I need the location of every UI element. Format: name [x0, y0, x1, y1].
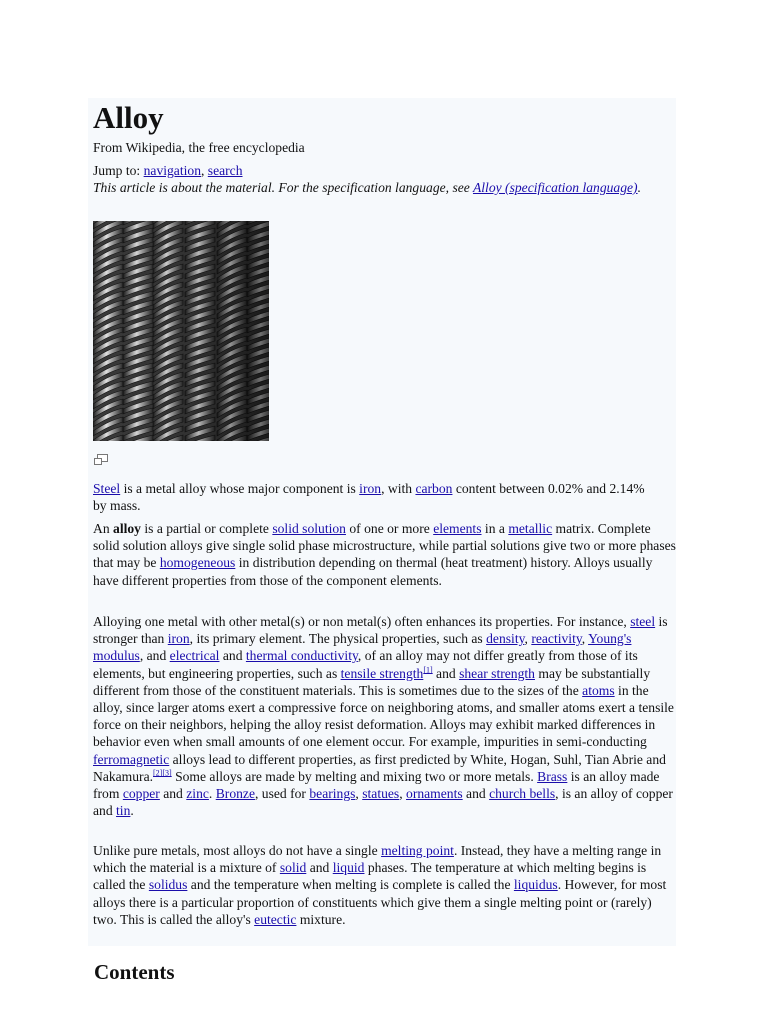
link-reactivity[interactable]: reactivity: [531, 631, 582, 647]
link-steel[interactable]: Steel: [93, 481, 121, 496]
link-church-bells[interactable]: church bells: [489, 786, 556, 802]
link-zinc[interactable]: zinc: [186, 786, 209, 802]
citation-1[interactable]: [1]: [423, 665, 433, 675]
link-eutectic[interactable]: eutectic: [254, 911, 297, 927]
link-iron[interactable]: iron: [359, 481, 382, 496]
link-carbon[interactable]: carbon: [415, 481, 453, 496]
link-homogeneous[interactable]: homogeneous: [159, 555, 236, 571]
link-electrical[interactable]: electrical: [169, 648, 220, 664]
link-tensile-strength[interactable]: tensile strength: [340, 665, 424, 681]
hatnote: This article is about the material. For the specification language, see Alloy (specification language).: [93, 180, 641, 195]
link-liquidus[interactable]: liquidus: [513, 877, 558, 893]
magnify-icon[interactable]: [93, 453, 109, 467]
link-melting-point[interactable]: melting point: [381, 843, 454, 858]
link-statues[interactable]: statues: [362, 786, 400, 802]
contents-heading: Contents: [94, 960, 175, 984]
tagline: From Wikipedia, the free encyclopedia: [93, 140, 305, 155]
link-brass[interactable]: Brass: [537, 768, 568, 784]
search-link[interactable]: search: [207, 163, 243, 178]
link-bronze[interactable]: Bronze: [215, 786, 255, 802]
link-solid-solution[interactable]: solid solution: [272, 521, 346, 536]
article-content: [88, 98, 676, 946]
paragraph-1: An alloy is a partial or complete solid solution of one or more elements in a metallic matrix. Complete solid solution alloys give single solid phase microstructure, while partial solutions give two or more phases that may be homogeneous in distribution depending on thermal (heat treatment) history. Alloys usually have different properties from those of the component elements.: [93, 521, 676, 588]
link-thermal-conductivity[interactable]: thermal conductivity: [245, 648, 358, 664]
jump-links: Jump to: navigation, search: [93, 163, 243, 178]
link-shear-strength[interactable]: shear strength: [459, 665, 535, 681]
link-bearings[interactable]: bearings: [309, 786, 356, 802]
link-metallic[interactable]: metallic: [508, 521, 553, 536]
link-iron-2[interactable]: iron: [167, 631, 190, 647]
paragraph-3: Unlike pure metals, most alloys do not have a single melting point. Instead, they have a melting range in which the material is a mixture of solid and liquid phases. The temperature at which melting begins is called the solidus and the temperature when melting is complete is called the liquidus. However, for most alloys there is a particular proportion of constituents which give them a single melting point or (rarely) two. This is called the alloy's eutectic mixture.: [93, 843, 667, 927]
steel-cable-image[interactable]: [93, 221, 269, 441]
hatnote-link[interactable]: Alloy (specification language): [472, 180, 638, 195]
paragraph-2: Alloying one metal with other metal(s) or non metal(s) often enhances its properties. For instance, steel is stronger than iron, its primary element. The physical properties, such as density, reactivity, Young's modulus, and electrical and thermal conductivity, of an alloy may not differ greatly from those of its elements, but engineering properties, such as tensile strength[1] and shear strength may be substantially different from those of the constituent materials. This is sometimes due to the sizes of the atoms in the alloy, since larger atoms exert a compressive force on neighboring atoms, and smaller atoms exert a tensile force on their neighbors, helping the alloy resist deformation. Alloys may exhibit marked differences in behavior even when small amounts of one element occur. For example, impurities in semi-conducting ferromagnetic alloys lead to different properties, as first predicted by White, Hogan, Suhl, Tian Abrie and Nakamura.[2][3] Some alloys are made by melting and mixing two or more metals. Brass is an alloy made from copper and zinc. Bronze, used for bearings, statues, ornaments and church bells, is an alloy of copper and tin.: [93, 614, 674, 819]
link-tin[interactable]: tin: [116, 803, 131, 819]
link-solid[interactable]: solid: [279, 860, 307, 876]
link-ornaments[interactable]: ornaments: [406, 786, 463, 802]
link-steel-2[interactable]: steel: [630, 614, 656, 629]
link-ferromagnetic[interactable]: ferromagnetic: [93, 751, 170, 767]
citation-2-3[interactable]: [2][3]: [153, 768, 172, 778]
page-title: Alloy: [93, 100, 164, 135]
figure-caption: Steel is a metal alloy whose major component is iron, with carbon content between 0.02% and 2.14% by mass.: [93, 481, 645, 514]
steel-cable-photo: [93, 221, 269, 441]
link-liquid[interactable]: liquid: [332, 860, 365, 876]
link-density[interactable]: density: [486, 631, 525, 647]
link-elements[interactable]: elements: [433, 521, 482, 536]
link-copper[interactable]: copper: [122, 786, 160, 802]
link-solidus[interactable]: solidus: [148, 877, 188, 893]
link-youngs-modulus[interactable]: Young's modulus: [93, 631, 632, 664]
navigation-link[interactable]: navigation: [143, 163, 201, 178]
link-atoms[interactable]: atoms: [582, 682, 615, 698]
